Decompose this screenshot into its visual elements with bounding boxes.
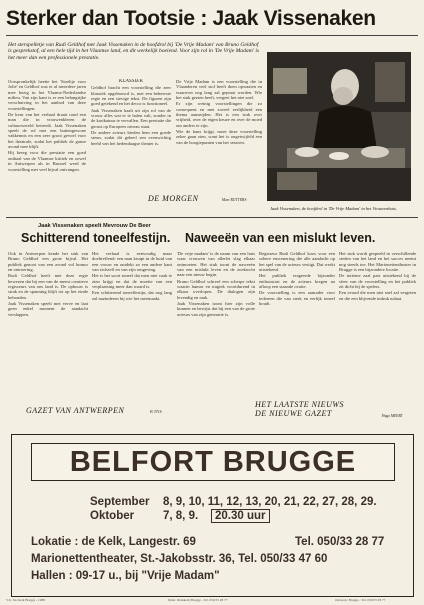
poster-title: BELFORT BRUGGE	[31, 443, 395, 481]
article3-headline: Naweeën van een mislukt leven.	[185, 231, 376, 245]
article2-source: GAZET VAN ANTWERPEN	[26, 406, 125, 415]
article1-col1	[8, 79, 86, 196]
article1-col3	[176, 79, 262, 187]
article1-source: DE MORGEN	[148, 194, 199, 203]
paragraph: Het verhaal is eenvoudig maar doeltreffend: een man kruipt in de huid van een vrouw en ontdekt zo een andere kant van zichzelf en van zijn omgeving.	[92, 251, 172, 273]
article2-col2	[92, 251, 172, 399]
paragraph: Jaak Vissenaken speelt met verve en laat geen enkel moment de aandacht verslappen.	[8, 301, 88, 317]
article1-subhead: KLASSIEK	[118, 79, 144, 84]
actor-photo-image	[267, 52, 411, 201]
paragraph: Jaak Vissenaken toont hier zijn volle kunnen en bewijst dat hij een van de grote acteurs van zijn generatie is.	[177, 301, 255, 317]
section-rule	[6, 217, 418, 218]
article3-source-note: Hugo MEERT	[382, 414, 403, 418]
paragraph: Er zijn weinig voorstellingen die zo consequent en met zoveel eerlijkheid een thema aansnijden. Het is een stuk over vrijheid, over de eigen keuze en over de moed om anders te zijn.	[176, 101, 262, 128]
october-label: Oktober	[90, 510, 135, 522]
paragraph: Rudi Geldhof heeft met deze regie bewezen dat hij een van de meest creatieve regisseurs van ons land is. De opbouw is strak en de spanning blijft tot op het einde behouden.	[8, 273, 88, 300]
september-dates: 8, 9, 10, 11, 12, 13, 20, 21, 22, 27, 28, 29.	[163, 496, 377, 508]
theater-line: Marionettentheater, St.-Jakobsstr. 36, Tel. 050/33 47 60	[31, 553, 328, 565]
paragraph: Ook in Antwerpen kende het stuk van Bruno Geldhof een grote bijval. Het publiek genoot van een avond vol humor en ontroering.	[8, 251, 88, 273]
article3-col2	[259, 251, 335, 399]
actor-photo	[267, 52, 411, 201]
article2-kicker: Jaak Vissenaken speelt Mevrouw De Beer	[38, 223, 151, 229]
article3-col1	[177, 251, 255, 399]
paragraph: Bruno Geldhof schreef een scherpe tekst waarin humor en tragiek voortdurend in elkaar overlopen. De dialogen zijn levendig en raak.	[177, 278, 255, 300]
paragraph: 'De vrije madam' is de naam van een huis waar vrouwen van allerlei slag elkaar ontmoeten. Het stuk toont de naweeën van een mislukt leven en de zoektocht naar een nieuw begin.	[177, 251, 255, 278]
paragraph: De kern van het verhaal draait rond een man die in vrouwenkleren de cultuurwereld betreedt. Jaak Vissenaken speelt de rol met een buitengewone vakkennis en een zeer groot gevoel voor het theatrale, zodat het publiek de ganse avond mee blijft.	[8, 112, 86, 150]
paragraph: Het is het soort toneel dat men niet vaak te zien krijgt en dat de moeite van een verplaatsing meer dan waard is.	[92, 273, 172, 290]
paragraph: Oorspronkelijk heette het 'Stoeltje voor Jolie' en Geldhof was er al meerdere jaren mee bezig in het Vlaams-Nederlandse milieu. Van zijn kant is er een belangrijke verschuiving in het aanbod van deze voorstellingen.	[8, 79, 86, 111]
article3-source-2: DE NIEUWE GAZET	[255, 409, 332, 418]
time-box: 20.30 uur	[211, 509, 270, 523]
october-dates: 7, 8, 9.	[163, 510, 199, 522]
article1-col2	[91, 79, 171, 196]
article1-source-note: Marc RUTTERS	[222, 198, 247, 202]
article3-source-1: HET LAATSTE NIEUWS	[255, 400, 345, 409]
page-headline: Sterker dan Tootsie : Jaak Vissenaken	[6, 7, 376, 30]
phone-line: Tel. 050/33 28 77	[295, 536, 385, 548]
article2-source-note: H. NYS	[150, 410, 162, 414]
article2-headline: Schitterend toneelfestijn.	[21, 231, 171, 245]
paragraph: Het publiek reageerde bijzonder enthousiast en de acteurs kregen na afloop een staande ovatie.	[259, 273, 335, 290]
paragraph: De intieme zaal past uitstekend bij de sfeer van de voorstelling en het publiek zit dicht bij de spelers.	[339, 273, 416, 290]
paragraph: Een schitterend toneelfestijn, dat nog lang zal nazinderen bij wie het meemaakt.	[92, 290, 172, 301]
location-line: Lokatie : de Kelk, Langestr. 69	[31, 536, 196, 548]
paragraph: De andere acteurs bieden hem een goede steun, zodat dit geheel een evenwichtig beeld van het hedendaagse theater is.	[91, 130, 171, 146]
paragraph: Geldhof bracht een voorstelling die zeer klassiek opgebouwd is, met een beheerste regie en een stevige tekst. De figuren zijn goed getekend en het decor is functioneel.	[91, 85, 171, 107]
article3-col3	[339, 251, 416, 399]
article2-col1	[8, 251, 88, 399]
headline-rule	[6, 35, 418, 36]
september-label: September	[90, 496, 150, 508]
footer-left: V.U. De Kelk Brugge - 1988	[6, 598, 45, 602]
paragraph: Het stuk wordt gespeeld in verschillende steden van het land en het succes neemt nog steeds toe. Het Marionettentheater in Brugge is een bijzondere locatie.	[339, 251, 416, 273]
paragraph: Jaak Vissenaken haalt uit zijn rol van de vrouw alles wat er te halen valt, zonder in de karikatuur te vervallen. Een prestatie die gerust op Europees niveau staat.	[91, 107, 171, 129]
paragraph: Een avond die men niet snel zal vergeten en die een blijvende indruk nalaat.	[339, 290, 416, 301]
paragraph: De Vrije Madam is een voorstelling die in Vlaanderen veel stof heeft doen opwaaien en waarover nog lang zal gepraat worden. Wie het stuk gezien heeft, vergeet het niet snel.	[176, 79, 262, 101]
photo-caption: Jaak Vissenaken, de hoofdrol in 'De Vrije Madam' in het Vrouwenhuis.	[270, 206, 397, 211]
footer-right: Ontwerp: Brugge - Tel. 050/33 28 77	[335, 598, 386, 602]
paragraph: Wie de kans krijgt, moet deze voorstelling zeker gaan zien, want het is ongetwijfeld een van de hoogtepunten van het seizoen.	[176, 129, 262, 145]
hallen-line: Hallen : 09-17 u., bij "Vrije Madam"	[31, 570, 220, 582]
event-poster	[11, 434, 414, 597]
article-lead: Het sterspelletje van Rudi Geldhof met Jaak Vissenaken in de hoofdrol bij 'De Vrije Madam' van Bruno Geldhof is gesprekstof, al een hele tijd in het Vlaamse land, en dit werkelijk boeiend. Voor zijn rol in 'De Vrije Madam' is het meer dan een professionele prestatie.	[8, 42, 260, 61]
paragraph: Regisseur Rudi Geldhof koos voor een sobere enscenering die alle aandacht op het spel van de acteurs vestigt. Dat werkt uitstekend.	[259, 251, 335, 273]
footer-center: Druk: Drukkerij Brugge - Tel. 050/33 28 77	[168, 598, 228, 602]
paragraph: Hij kreeg voor die prestatie een goed onthaal van de Vlaamse kritiek en zowel in Antwerpen als in Brussel werd de voorstelling met veel bijval ontvangen.	[8, 150, 86, 172]
paragraph: De voorstelling is een aanrader voor iedereen die van sterk en eerlijk toneel houdt.	[259, 290, 335, 307]
